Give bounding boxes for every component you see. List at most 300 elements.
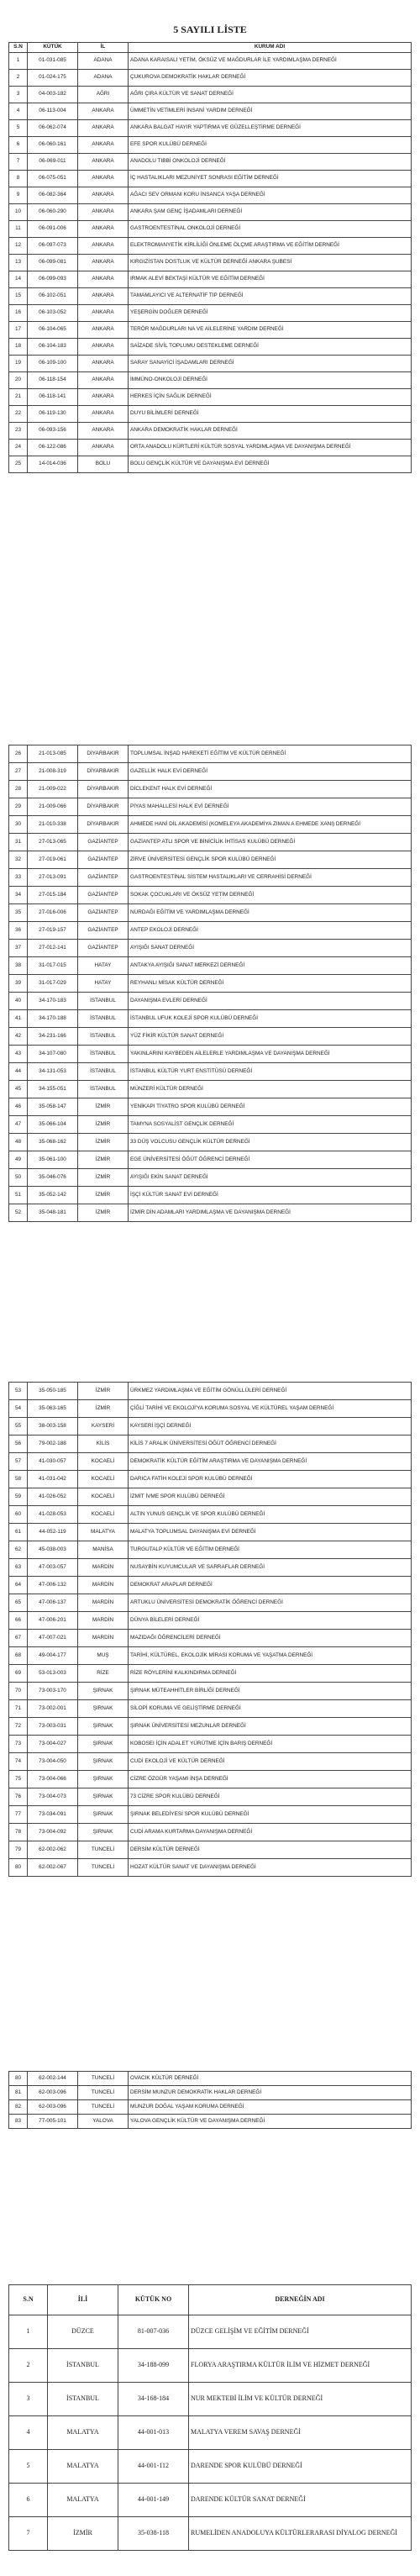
province: HATAY bbox=[78, 975, 129, 993]
kutuk-number: 01-031-085 bbox=[28, 53, 78, 70]
table-row bbox=[9, 1594, 412, 1612]
province: KAYSERİ bbox=[78, 1418, 129, 1436]
province: İSTANBUL bbox=[78, 993, 129, 1010]
province: TUNCELİ bbox=[78, 1841, 129, 1859]
table-row bbox=[9, 1418, 412, 1436]
table-row bbox=[9, 1577, 412, 1594]
table-row bbox=[9, 2100, 412, 2115]
kutuk-number: 44-052-119 bbox=[28, 1524, 78, 1541]
organization-name: ANKARA ŞAM GENÇ İŞADAMLARI DERNEĞİ bbox=[129, 204, 412, 221]
table-row bbox=[9, 940, 412, 957]
kutuk-number: 06-097-073 bbox=[28, 238, 78, 255]
kutuk-number: 06-069-011 bbox=[28, 154, 78, 171]
province: TUNCELİ bbox=[78, 2086, 129, 2100]
row-number: 81 bbox=[9, 2086, 28, 2100]
organization-name: EFE SPOR KULÜBÜ DERNEĞİ bbox=[129, 137, 412, 154]
table-row bbox=[9, 1134, 412, 1151]
province: ŞIRNAK bbox=[78, 1700, 129, 1718]
table-row bbox=[9, 1081, 412, 1098]
province: İSTANBUL bbox=[78, 1063, 129, 1081]
row-number: 63 bbox=[9, 1559, 28, 1577]
organization-name: TAMYNA SOSYALİST GENÇLİK DERNEĞİ bbox=[129, 1116, 412, 1134]
row-number: 5 bbox=[9, 120, 28, 137]
row-number: 53 bbox=[9, 1383, 28, 1400]
kutuk-number: 06-060-290 bbox=[28, 204, 78, 221]
kutuk-number: 73-003-031 bbox=[28, 1718, 78, 1736]
row-number: 69 bbox=[9, 1665, 28, 1683]
kutuk-number: 06-118-141 bbox=[28, 389, 78, 406]
organization-name: ÇUKUROVA DEMOKRATİK HAKLAR DERNEĞİ bbox=[129, 70, 412, 87]
header5-ad: DERNEĞİN ADI bbox=[189, 2285, 412, 2315]
province: ANKARA bbox=[78, 339, 129, 356]
table-row bbox=[9, 922, 412, 940]
organization-name: MALATYA TOPLUMSAL DAYANIŞMA EVİ DERNEĞİ bbox=[129, 1524, 412, 1541]
kutuk-number: 06-109-100 bbox=[28, 356, 78, 372]
kutuk-number: 44-001-013 bbox=[118, 2416, 189, 2450]
organization-name: SİLOPİ KORUMA VE GELİŞTİRME DERNEĞİ bbox=[129, 1700, 412, 1718]
province: İSTANBUL bbox=[78, 1081, 129, 1098]
organization-name: ÜRKMEZ YARDIMLAŞMA VE EĞİTİM GÖNÜLLÜLERİ DERNEĞİ bbox=[129, 1383, 412, 1400]
row-number: 71 bbox=[9, 1700, 28, 1718]
organization-name: IRMAK ALEVİ BEKTAŞİ KÜLTÜR VE EĞİTİM DERNEĞİ bbox=[129, 271, 412, 288]
org-table-3 bbox=[8, 1382, 412, 1877]
kutuk-number: 06-103-052 bbox=[28, 305, 78, 322]
organization-name: YEŞERGİN DOĞLER DERNEĞİ bbox=[129, 305, 412, 322]
kutuk-number: 21-009-066 bbox=[28, 798, 78, 816]
row-number: 47 bbox=[9, 1116, 28, 1134]
kutuk-number: 27-013-065 bbox=[28, 834, 78, 851]
row-number: 49 bbox=[9, 1151, 28, 1169]
province: İZMİR bbox=[78, 1187, 129, 1204]
row-number: 59 bbox=[9, 1488, 28, 1506]
kutuk-number: 79-002-188 bbox=[28, 1436, 78, 1453]
row-number: 2 bbox=[9, 2349, 48, 2383]
organization-name: GASTROENTESTİNAL SİSTEM HASTALIKLARI VE CERRAHİSİ DERNEĞİ bbox=[129, 869, 412, 887]
province: MARDİN bbox=[78, 1612, 129, 1630]
province: MALATYA bbox=[48, 2416, 118, 2450]
kutuk-number: 06-104-065 bbox=[28, 322, 78, 339]
province: İZMİR bbox=[78, 1116, 129, 1134]
row-number: 44 bbox=[9, 1063, 28, 1081]
row-number: 45 bbox=[9, 1081, 28, 1098]
province: DİYARBAKIR bbox=[78, 745, 129, 763]
kutuk-number: 06-113-004 bbox=[28, 103, 78, 120]
table-row bbox=[9, 1612, 412, 1630]
organization-name: MALATYA VEREM SAVAŞ DERNEĞİ bbox=[189, 2416, 412, 2450]
table-row bbox=[9, 1010, 412, 1028]
row-number: 51 bbox=[9, 1187, 28, 1204]
organization-name: AĞRI ÇIRA KÜLTÜR VE SANAT DERNEĞİ bbox=[129, 87, 412, 103]
kutuk-number: 62-003-096 bbox=[28, 2100, 78, 2115]
table-row bbox=[9, 288, 412, 305]
organization-name: CİZRE ÖZGÜR YAŞAMI İNŞA DERNEĞİ bbox=[129, 1771, 412, 1788]
kutuk-number: 21-010-338 bbox=[28, 816, 78, 834]
organization-name: GASTROENTESTİNAL ONKOLOJİ DERNEĞİ bbox=[129, 221, 412, 238]
row-number: 57 bbox=[9, 1453, 28, 1471]
kutuk-number: 41-028-053 bbox=[28, 1506, 78, 1524]
row-number: 52 bbox=[9, 1204, 28, 1222]
province: ŞIRNAK bbox=[78, 1788, 129, 1806]
table-row bbox=[9, 1400, 412, 1418]
province: ADANA bbox=[78, 70, 129, 87]
province: GAZİANTEP bbox=[78, 851, 129, 869]
kutuk-number: 35-048-181 bbox=[28, 1204, 78, 1222]
organization-name: ZİRVE ÜNİVERSİTESİ GENÇLİK SPOR KULÜBÜ DERNEĞİ bbox=[129, 851, 412, 869]
kutuk-number: 06-118-154 bbox=[28, 372, 78, 389]
row-number: 75 bbox=[9, 1771, 28, 1788]
row-number: 20 bbox=[9, 372, 28, 389]
kutuk-number: 41-026-052 bbox=[28, 1488, 78, 1506]
table-row bbox=[9, 851, 412, 869]
header-kutuk: KÜTÜK bbox=[28, 43, 78, 53]
row-number: 66 bbox=[9, 1612, 28, 1630]
row-number: 77 bbox=[9, 1806, 28, 1824]
organization-name: YAKINLARINI KAYBEDEN AİLELERLE YARDIMLAŞMA VE DAYANIŞMA DERNEĞİ bbox=[129, 1046, 412, 1063]
row-number: 68 bbox=[9, 1647, 28, 1665]
row-number: 40 bbox=[9, 993, 28, 1010]
row-number: 60 bbox=[9, 1506, 28, 1524]
kutuk-number: 27-015-184 bbox=[28, 887, 78, 904]
kutuk-number: 27-012-141 bbox=[28, 940, 78, 957]
province: ANKARA bbox=[78, 103, 129, 120]
row-number: 64 bbox=[9, 1577, 28, 1594]
kutuk-number: 73-002-001 bbox=[28, 1700, 78, 1718]
list-page-3 bbox=[2, 1378, 418, 2034]
table-row bbox=[9, 389, 412, 406]
organization-name: KOBOSEI İÇİN ADALET YÜRÜTME İÇİN BARIŞ DERNEĞİ bbox=[129, 1736, 412, 1753]
province: İSTANBUL bbox=[48, 2383, 118, 2416]
organization-name: GAZİANTEP ATLI SPOR VE BİNİCİLİK İHTİSAS KULÜBÜ DERNEĞİ bbox=[129, 834, 412, 851]
table-row bbox=[9, 798, 412, 816]
kutuk-number: 47-006-137 bbox=[28, 1594, 78, 1612]
table-row bbox=[9, 1436, 412, 1453]
table-row bbox=[9, 103, 412, 120]
kutuk-number: 21-009-022 bbox=[28, 781, 78, 798]
kutuk-number: 34-188-099 bbox=[118, 2349, 189, 2383]
table-row bbox=[9, 2072, 412, 2086]
province: İSTANBUL bbox=[78, 1010, 129, 1028]
list-page-5 bbox=[2, 2269, 418, 2572]
row-number: 37 bbox=[9, 940, 28, 957]
organization-name: ANTAKYA AYIŞIĞI SANAT MERKEZİ DERNEĞİ bbox=[129, 957, 412, 975]
table-row bbox=[9, 70, 412, 87]
table-row bbox=[9, 271, 412, 288]
kutuk-number: 41-031-042 bbox=[28, 1471, 78, 1488]
header-kurum: KURUM ADI bbox=[129, 43, 412, 53]
kutuk-number: 34-170-188 bbox=[28, 1010, 78, 1028]
table-row bbox=[9, 1630, 412, 1647]
table-row bbox=[9, 339, 412, 356]
kutuk-number: 27-019-157 bbox=[28, 922, 78, 940]
row-number: 42 bbox=[9, 1028, 28, 1046]
organization-name: RUMELİDEN ANADOLUYA KÜLTÜRLERARASI DİYALOG DERNEĞİ bbox=[189, 2517, 412, 2551]
province: ANKARA bbox=[78, 440, 129, 456]
row-number: 5 bbox=[9, 2450, 48, 2484]
table-row bbox=[9, 781, 412, 798]
kutuk-number: 62-002-144 bbox=[28, 2072, 78, 2086]
row-number: 29 bbox=[9, 798, 28, 816]
org-table-2 bbox=[8, 745, 412, 1222]
row-number: 80 bbox=[9, 1859, 28, 1877]
row-number: 26 bbox=[9, 745, 28, 763]
table-row bbox=[9, 1683, 412, 1700]
organization-name: GAZELLİK HALK EVİ DERNEĞİ bbox=[129, 763, 412, 781]
province: TUNCELİ bbox=[78, 1859, 129, 1877]
kutuk-number: 14-014-036 bbox=[28, 456, 78, 473]
table-row bbox=[9, 305, 412, 322]
organization-name: PİYAS MAHALLESİ HALK EVİ DERNEĞİ bbox=[129, 798, 412, 816]
row-number: 74 bbox=[9, 1753, 28, 1771]
organization-name: CUDİ ARAMA KURTARMA DAYANIŞMA DERNEĞİ bbox=[129, 1824, 412, 1841]
row-number: 61 bbox=[9, 1524, 28, 1541]
province: ANKARA bbox=[78, 137, 129, 154]
province: İZMİR bbox=[78, 1151, 129, 1169]
table-row bbox=[9, 1559, 412, 1577]
table-row bbox=[9, 1824, 412, 1841]
kutuk-number: 01-024-175 bbox=[28, 70, 78, 87]
kutuk-number: 31-017-015 bbox=[28, 957, 78, 975]
province: KİLİS bbox=[78, 1436, 129, 1453]
table-row bbox=[9, 1204, 412, 1222]
row-number: 10 bbox=[9, 204, 28, 221]
kutuk-number: 06-104-183 bbox=[28, 339, 78, 356]
province: ANKARA bbox=[78, 171, 129, 187]
province: ANKARA bbox=[78, 271, 129, 288]
organization-name: DERSİM MUNZUR DEMOKRATİK HAKLAR DERNEĞİ bbox=[129, 2086, 412, 2100]
row-number: 11 bbox=[9, 221, 28, 238]
province: KOCAELİ bbox=[78, 1471, 129, 1488]
table-row bbox=[9, 816, 412, 834]
row-number: 16 bbox=[9, 305, 28, 322]
province: ŞIRNAK bbox=[78, 1753, 129, 1771]
row-number: 12 bbox=[9, 238, 28, 255]
organization-name: AĞACI SEV ORMANI KORU İNSANCA YAŞA DERNEĞİ bbox=[129, 187, 412, 204]
organization-name: ALTIN YUNUS GENÇLİK VE SPOR KULÜBÜ DERNEĞİ bbox=[129, 1506, 412, 1524]
province: İZMİR bbox=[78, 1204, 129, 1222]
organization-name: AYIŞIĞI EKİN SANAT DERNEĞİ bbox=[129, 1169, 412, 1187]
table-row bbox=[9, 1753, 412, 1771]
kutuk-number: 35-050-185 bbox=[28, 1383, 78, 1400]
organization-name: İŞÇİ KÜLTÜR SANAT EVİ DERNEĞİ bbox=[129, 1187, 412, 1204]
list-page-1 bbox=[2, 0, 418, 740]
province: DİYARBAKIR bbox=[78, 781, 129, 798]
kutuk-number: 81-007-036 bbox=[118, 2315, 189, 2349]
province: MARDİN bbox=[78, 1577, 129, 1594]
row-number: 2 bbox=[9, 70, 28, 87]
table-row bbox=[9, 137, 412, 154]
province: MARDİN bbox=[78, 1594, 129, 1612]
table-row bbox=[9, 2086, 412, 2100]
row-number: 31 bbox=[9, 834, 28, 851]
province: ANKARA bbox=[78, 423, 129, 440]
table-row bbox=[9, 1506, 412, 1524]
table-row bbox=[9, 406, 412, 423]
kutuk-number: 35-038-118 bbox=[118, 2517, 189, 2551]
province: İZMİR bbox=[78, 1098, 129, 1116]
row-number: 35 bbox=[9, 904, 28, 922]
row-number: 4 bbox=[9, 2416, 48, 2450]
kutuk-number: 06-062-074 bbox=[28, 120, 78, 137]
province: ŞIRNAK bbox=[78, 1771, 129, 1788]
province: ANKARA bbox=[78, 322, 129, 339]
row-number: 62 bbox=[9, 1541, 28, 1559]
organization-name: ŞIRNAK ÜNİVERSİTESİ MEZUNLAR DERNEĞİ bbox=[129, 1718, 412, 1736]
organization-name: ŞIRNAK MÜTEAHHİTLER BİRLİĞİ DERNEĞİ bbox=[129, 1683, 412, 1700]
province: İSTANBUL bbox=[48, 2349, 118, 2383]
table-row bbox=[9, 1700, 412, 1718]
province: ŞIRNAK bbox=[78, 1683, 129, 1700]
table-row bbox=[9, 356, 412, 372]
row-number: 23 bbox=[9, 423, 28, 440]
kutuk-number: 06-082-364 bbox=[28, 187, 78, 204]
province: MUŞ bbox=[78, 1647, 129, 1665]
province: RİZE bbox=[78, 1665, 129, 1683]
kutuk-number: 31-017-029 bbox=[28, 975, 78, 993]
organization-name: ANKARA DEMOKRATİK HAKLAR DERNEĞİ bbox=[129, 423, 412, 440]
province: ANKARA bbox=[78, 255, 129, 271]
table-row bbox=[9, 1647, 412, 1665]
province: ANKARA bbox=[78, 238, 129, 255]
table-row bbox=[9, 887, 412, 904]
kutuk-number: 06-122-086 bbox=[28, 440, 78, 456]
row-number: 3 bbox=[9, 2383, 48, 2416]
kutuk-number: 04-003-182 bbox=[28, 87, 78, 103]
organization-name: TURGUTALP KÜLTÜR VE EĞİTİM DERNEĞİ bbox=[129, 1541, 412, 1559]
table-row bbox=[9, 255, 412, 271]
table-row bbox=[9, 1151, 412, 1169]
table-row bbox=[9, 975, 412, 993]
organization-name: ANADOLU TIBBİ ONKOLOJİ DERNEĞİ bbox=[129, 154, 412, 171]
kutuk-number: 35-052-142 bbox=[28, 1187, 78, 1204]
organization-name: SOKAK ÇOCUKLARI VE ÖKSÜZ YETİM DERNEĞİ bbox=[129, 887, 412, 904]
organization-name: AYIŞIĞI SANAT DERNEĞİ bbox=[129, 940, 412, 957]
organization-name: İMMÜNO-ONKOLOJİ DERNEĞİ bbox=[129, 372, 412, 389]
row-number: 9 bbox=[9, 187, 28, 204]
province: ŞIRNAK bbox=[78, 1806, 129, 1824]
row-number: 28 bbox=[9, 781, 28, 798]
row-number: 76 bbox=[9, 1788, 28, 1806]
province: ANKARA bbox=[78, 187, 129, 204]
table-row bbox=[9, 763, 412, 781]
province: GAZİANTEP bbox=[78, 869, 129, 887]
province: TUNCELİ bbox=[78, 2072, 129, 2086]
kutuk-number: 47-006-201 bbox=[28, 1612, 78, 1630]
kutuk-number: 47-003-057 bbox=[28, 1559, 78, 1577]
province: DİYARBAKIR bbox=[78, 816, 129, 834]
kutuk-number: 73-003-170 bbox=[28, 1683, 78, 1700]
row-number: 70 bbox=[9, 1683, 28, 1700]
organization-name: DAYANIŞMA EVLERİ DERNEĞİ bbox=[129, 993, 412, 1010]
province: ANKARA bbox=[78, 389, 129, 406]
table-row bbox=[9, 1471, 412, 1488]
kutuk-number: 34-170-183 bbox=[28, 993, 78, 1010]
province: ANKARA bbox=[78, 120, 129, 137]
row-number: 73 bbox=[9, 1736, 28, 1753]
row-number: 39 bbox=[9, 975, 28, 993]
organization-name: TARİHİ, KÜLTÜREL, EKOLOJİK MİRASI KORUMA VE YAŞATMA DERNEĞİ bbox=[129, 1647, 412, 1665]
row-number: 78 bbox=[9, 1824, 28, 1841]
table-row bbox=[9, 2450, 412, 2484]
table-row bbox=[9, 1488, 412, 1506]
row-number: 7 bbox=[9, 2517, 48, 2551]
organization-name: ARTUKLU ÜNİVERSİTESİ DEMOKRATİK ÖĞRENCİ DERNEĞİ bbox=[129, 1594, 412, 1612]
kutuk-number: 45-038-003 bbox=[28, 1541, 78, 1559]
list-page-4 bbox=[2, 2051, 418, 2177]
kutuk-number: 06-075-051 bbox=[28, 171, 78, 187]
row-number: 58 bbox=[9, 1471, 28, 1488]
table-row bbox=[9, 1453, 412, 1471]
kutuk-number: 47-006-132 bbox=[28, 1577, 78, 1594]
table-row bbox=[9, 171, 412, 187]
organization-name: MÜNZERİ KÜLTÜR DERNEĞİ bbox=[129, 1081, 412, 1098]
table-row bbox=[9, 322, 412, 339]
province: İZMİR bbox=[78, 1169, 129, 1187]
row-number: 30 bbox=[9, 816, 28, 834]
kutuk-number: 73-034-091 bbox=[28, 1806, 78, 1824]
organization-name: DERSİM KÜLTÜR DERNEĞİ bbox=[129, 1841, 412, 1859]
province: ANKARA bbox=[78, 288, 129, 305]
organization-name: HERKES İÇİN SAĞLIK DERNEĞİ bbox=[129, 389, 412, 406]
row-number: 32 bbox=[9, 851, 28, 869]
organization-name: DARENDE SPOR KULÜBÜ DERNEĞİ bbox=[189, 2450, 412, 2484]
kutuk-number: 41-030-057 bbox=[28, 1453, 78, 1471]
row-number: 14 bbox=[9, 271, 28, 288]
table-row bbox=[9, 1098, 412, 1116]
row-number: 50 bbox=[9, 1169, 28, 1187]
row-number: 18 bbox=[9, 339, 28, 356]
organization-name: YENİKAPI TİYATRO SPOR KULÜBÜ DERNEĞİ bbox=[129, 1098, 412, 1116]
kutuk-number: 27-016-006 bbox=[28, 904, 78, 922]
table-row bbox=[9, 87, 412, 103]
table-row bbox=[9, 53, 412, 70]
province: ŞIRNAK bbox=[78, 1824, 129, 1841]
province: DİYARBAKIR bbox=[78, 798, 129, 816]
row-number: 15 bbox=[9, 288, 28, 305]
table-row bbox=[9, 120, 412, 137]
table-row bbox=[9, 2484, 412, 2517]
kutuk-number: 62-002-067 bbox=[28, 1859, 78, 1877]
province: ADANA bbox=[78, 53, 129, 70]
kutuk-number: 27-013-091 bbox=[28, 869, 78, 887]
province: MALATYA bbox=[78, 1524, 129, 1541]
province: MARDİN bbox=[78, 1630, 129, 1647]
org-table-5 bbox=[8, 2284, 412, 2551]
province: MANİSA bbox=[78, 1541, 129, 1559]
kutuk-number: 73-004-073 bbox=[28, 1788, 78, 1806]
row-number: 24 bbox=[9, 440, 28, 456]
organization-name: YALOVA GENÇLİK KÜLTÜR VE DAYANIŞMA DERNEĞİ bbox=[129, 2115, 412, 2129]
row-number: 17 bbox=[9, 322, 28, 339]
row-number: 3 bbox=[9, 87, 28, 103]
province: ANKARA bbox=[78, 305, 129, 322]
organization-name: KIRGIZİSTAN DOSTLUK VE KÜLTÜR DERNEĞİ ANKARA ŞUBESİ bbox=[129, 255, 412, 271]
table-row bbox=[9, 1806, 412, 1824]
province: GAZİANTEP bbox=[78, 834, 129, 851]
row-number: 48 bbox=[9, 1134, 28, 1151]
table-row bbox=[9, 2383, 412, 2416]
province: ŞIRNAK bbox=[78, 1718, 129, 1736]
province: GAZİANTEP bbox=[78, 922, 129, 940]
organization-name: ANTEP EKOLOJİ DERNEĞİ bbox=[129, 922, 412, 940]
row-number: 83 bbox=[9, 2115, 28, 2129]
province: MALATYA bbox=[48, 2484, 118, 2517]
table-row bbox=[9, 440, 412, 456]
kutuk-number: 06-060-161 bbox=[28, 137, 78, 154]
table-row bbox=[9, 993, 412, 1010]
table-row bbox=[9, 187, 412, 204]
organization-name: DUYU BİLİMLERİ DERNEĞİ bbox=[129, 406, 412, 423]
table-row bbox=[9, 204, 412, 221]
